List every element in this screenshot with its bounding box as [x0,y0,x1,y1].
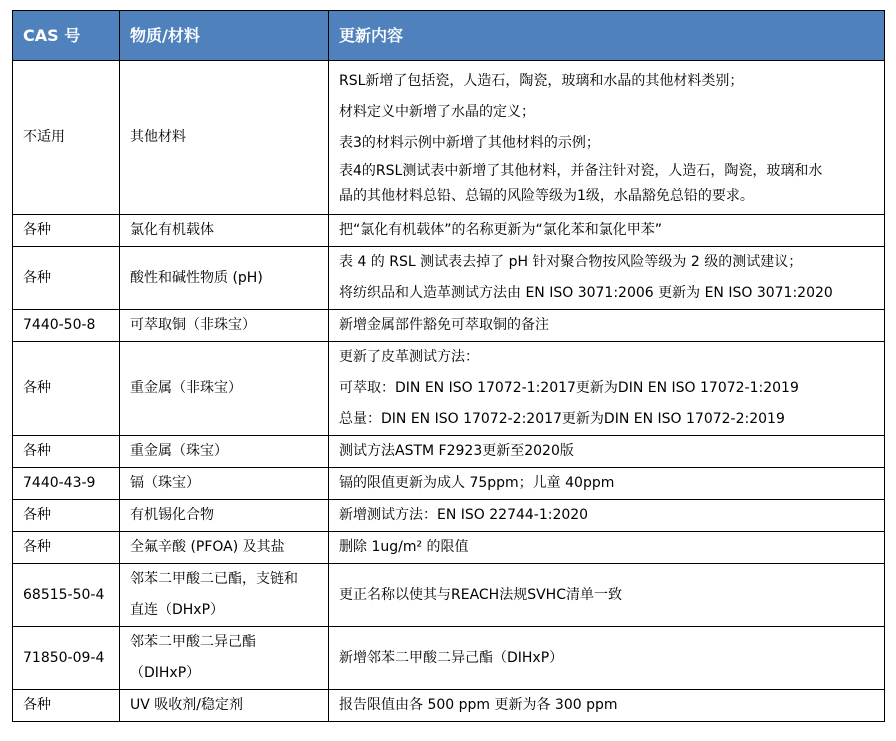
header-cas: CAS 号 [13,11,120,61]
content-line: 镉的限值更新为成人 75ppm；儿童 40ppm [339,475,615,491]
material-cell [120,215,329,247]
material-cell [120,468,329,500]
content-line: 把“氯化有机载体”的名称更新为“氯化苯和氯化甲苯” [339,222,663,238]
content-line: 晶的其他材料总铅、总镉的风险等级为1级，水晶豁免总铅的要求。 [339,188,754,204]
material-line: 氯化有机载体 [130,222,214,238]
table-row [13,342,885,436]
material-line: 有机锡化合物 [130,507,214,523]
content-line: RSL新增了包括瓷，人造石，陶瓷，玻璃和水晶的其他材料类别； [339,73,744,89]
material-cell [120,310,329,342]
content-line: 将纺织品和人造革测试方法由 EN ISO 3071:2006 更新为 EN ISO 3071:2020 [339,285,833,301]
material-line: 重金属（珠宝） [130,443,228,459]
content-line: 删除 1ug/m² 的限值 [339,539,469,555]
cas-cell: 各种 [13,436,120,468]
content-line: 总量：DIN EN ISO 17072-2:2017更新为DIN EN ISO 17072-2:2019 [339,411,785,427]
cas-cell: 68515-50-4 [13,564,120,627]
content-cell [329,215,885,247]
table-row [13,247,885,310]
content-cell [329,310,885,342]
header-content: 更新内容 [329,11,885,61]
table-row [13,532,885,564]
content-cell [329,627,885,690]
cas-cell: 各种 [13,215,120,247]
header-material: 物质/材料 [120,11,329,61]
rsl-update-table-container [12,10,885,722]
material-line: 可萃取铜（非珠宝） [130,317,256,333]
material-line: 其他材料 [130,129,186,145]
content-line: 更正名称以使其与REACH法规SVHC清单一致 [339,586,622,603]
table-row [13,500,885,532]
cas-cell: 各种 [13,532,120,564]
material-line: UV 吸收剂/稳定剂 [130,697,243,713]
content-cell [329,532,885,564]
content-cell [329,342,885,436]
table-row [13,215,885,247]
cas-cell: 7440-50-8 [13,310,120,342]
content-cell [329,61,885,215]
material-line: 酸性和碱性物质 (pH) [130,269,263,286]
table-row [13,468,885,500]
table-row [13,564,885,627]
material-cell [120,627,329,690]
cas-cell: 各种 [13,690,120,722]
content-line: 材料定义中新增了水晶的定义； [339,104,535,120]
cas-cell: 7440-43-9 [13,468,120,500]
content-cell [329,690,885,722]
material-line: （DIHxP） [130,665,201,681]
cas-cell: 不适用 [13,61,120,215]
table-header-row [13,11,885,61]
content-line: 更新了皮革测试方法： [339,349,479,365]
cas-cell: 71850-09-4 [13,627,120,690]
material-cell [120,532,329,564]
material-cell [120,690,329,722]
content-line: 新增邻苯二甲酸二异己酯（DIHxP） [339,649,564,666]
cas-cell: 各种 [13,342,120,436]
content-cell [329,500,885,532]
content-line: 报告限值由各 500 ppm 更新为各 300 ppm [339,697,618,713]
content-cell [329,247,885,310]
content-line: 可萃取：DIN EN ISO 17072-1:2017更新为DIN EN ISO 17072-1:2019 [339,380,799,396]
material-cell [120,342,329,436]
cas-cell: 各种 [13,500,120,532]
material-line: 邻苯二甲酸二已酯，支链和 [130,571,298,587]
table-row [13,690,885,722]
content-line: 表 4 的 RSL 测试表去掉了 pH 针对聚合物按风险等级为 2 级的测试建议； [339,254,803,270]
material-cell [120,61,329,215]
rsl-update-table [12,10,885,722]
material-cell [120,436,329,468]
table-row [13,310,885,342]
material-line: 全氟辛酸 (PFOA) 及其盐 [130,539,285,555]
material-line: 镉（珠宝） [130,475,200,491]
content-line: 测试方法ASTM F2923更新至2020版 [339,443,574,459]
content-line: 新增测试方法：EN ISO 22744-1:2020 [339,507,589,523]
content-cell [329,468,885,500]
content-line: 新增金属部件豁免可萃取铜的备注 [339,317,549,333]
content-line: 表3的材料示例中新增了其他材料的示例； [339,135,600,151]
content-line: 表4的RSL测试表中新增了其他材料，并备注针对瓷，人造石，陶瓷，玻璃和水 [339,163,823,179]
cas-cell: 各种 [13,247,120,310]
material-cell [120,500,329,532]
table-row [13,627,885,690]
table-row [13,436,885,468]
material-line: 直连（DHxP） [130,602,225,618]
material-line: 邻苯二甲酸二异己酯 [130,634,256,650]
table-row [13,61,885,215]
material-line: 重金属（非珠宝） [130,380,242,396]
content-cell [329,564,885,627]
material-cell [120,247,329,310]
content-cell [329,436,885,468]
material-cell [120,564,329,627]
